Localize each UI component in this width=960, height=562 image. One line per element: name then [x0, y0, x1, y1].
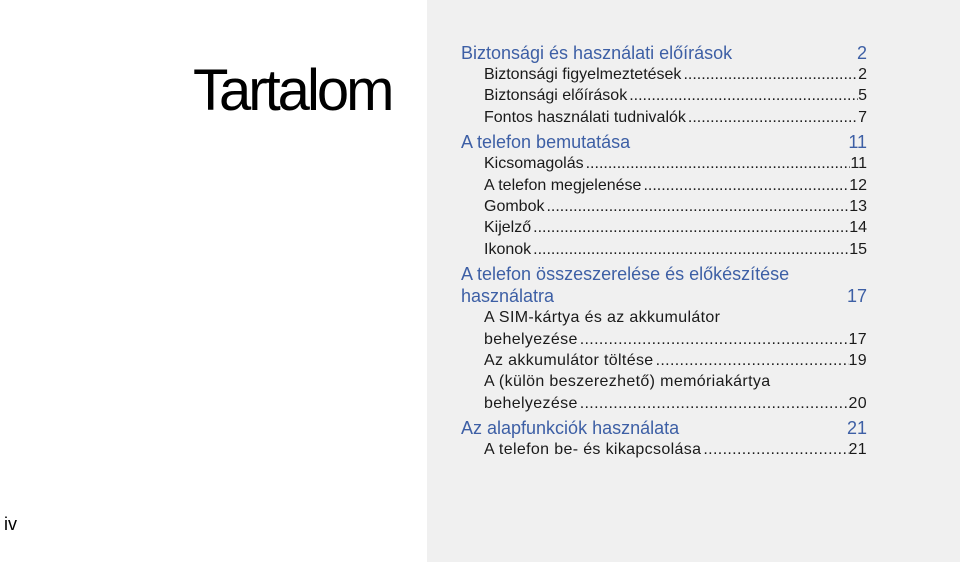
toc-dot-leader: [533, 217, 849, 238]
toc-section-heading[interactable]: [461, 417, 867, 439]
toc-entry-page: 11: [850, 155, 867, 173]
table-of-contents: [461, 42, 867, 464]
toc-entry-page: 14: [849, 219, 867, 237]
toc-entry-page: 5: [858, 87, 867, 105]
toc-entry-line: [484, 329, 867, 350]
toc-entry-title: Ikonok: [484, 240, 532, 258]
toc-entry-page: 17: [848, 330, 867, 348]
toc-entry[interactable]: [484, 85, 867, 106]
toc-entry-line: [484, 307, 867, 328]
toc-section-heading-line: [461, 263, 867, 285]
toc-section-heading[interactable]: [461, 263, 867, 307]
toc-entry-line: [484, 371, 867, 392]
toc-section-heading[interactable]: [461, 131, 867, 153]
toc-section-heading[interactable]: [461, 42, 867, 64]
toc-dot-leader: [586, 153, 851, 174]
toc-entry-page: 12: [849, 176, 867, 194]
toc-entry-title: Gombok: [484, 198, 545, 216]
toc-entry-title: A SIM-kártya és az akkumulátor: [484, 309, 721, 327]
toc-section-heading-line: [461, 285, 867, 307]
toc-entry-page: 20: [848, 394, 867, 412]
toc-entry-title: A telefon be- és kikapcsolása: [484, 441, 702, 459]
toc-entry[interactable]: [484, 350, 867, 371]
toc-entry-title: Fontos használati tudnivalók: [484, 108, 686, 126]
toc-entry-line: [484, 239, 867, 260]
toc-entry[interactable]: [484, 64, 867, 85]
toc-entry-page: 7: [858, 108, 867, 126]
toc-dot-leader: [656, 350, 849, 371]
toc-section-page: 11: [848, 132, 867, 153]
toc-section-title: Az alapfunkciók használata: [461, 418, 680, 439]
toc-entry-line: [484, 107, 867, 128]
page-number: iv: [4, 514, 17, 534]
toc-section: [461, 131, 867, 260]
toc-section-title: A telefon bemutatása: [461, 132, 631, 153]
toc-entry-title: Kicsomagolás: [484, 155, 584, 173]
toc-entry-line: [484, 175, 867, 196]
toc-entry-line: [484, 196, 867, 217]
toc-entry[interactable]: [484, 107, 867, 128]
toc-dot-leader: [533, 239, 849, 260]
toc-entry[interactable]: [484, 196, 867, 217]
toc-entry-line: [484, 350, 867, 371]
toc-section-page: 21: [846, 418, 867, 439]
toc-entry[interactable]: [484, 153, 867, 174]
toc-dot-leader: [580, 393, 849, 414]
toc-entry-title: Biztonsági figyelmeztetések: [484, 66, 682, 83]
toc-entry[interactable]: [484, 175, 867, 196]
toc-entry-title: A telefon megjelenése: [484, 176, 642, 194]
toc-entry[interactable]: [484, 217, 867, 238]
toc-entry-page: 15: [849, 240, 867, 258]
toc-entry-line: [484, 217, 867, 238]
toc-section: [461, 263, 867, 414]
toc-entry-title: behelyezése: [484, 330, 578, 348]
toc-entry[interactable]: [484, 239, 867, 260]
toc-entry-page: 21: [848, 441, 867, 459]
toc-entry-page: 2: [858, 66, 867, 83]
toc-entry-title: Kijelző: [484, 219, 532, 237]
toc-entry[interactable]: [484, 439, 867, 460]
table-of-contents-panel: [427, 0, 960, 562]
toc-entry-title: Az akkumulátor töltése: [484, 352, 654, 370]
toc-section: [461, 42, 867, 128]
toc-entry-page: 19: [848, 352, 867, 370]
toc-entry-title: behelyezése: [484, 394, 578, 412]
toc-entry-line: [484, 393, 867, 414]
toc-entry-title: Biztonsági előírások: [484, 87, 628, 105]
toc-entry-line: [484, 64, 867, 85]
toc-dot-leader: [546, 196, 849, 217]
toc-section: [461, 417, 867, 460]
toc-dot-leader: [683, 64, 858, 85]
toc-dot-leader: [580, 329, 849, 350]
toc-section-title: használatra: [461, 286, 555, 307]
toc-section-page: 2: [856, 43, 867, 63]
toc-section-title: A telefon összeszerelése és előkészítése: [461, 264, 790, 285]
toc-dot-leader: [688, 107, 858, 128]
toc-dot-leader: [629, 85, 858, 106]
toc-entry-line: [484, 153, 867, 174]
toc-dot-leader: [643, 175, 849, 196]
page-title: Tartalom: [193, 58, 392, 123]
toc-entry-line: [484, 85, 867, 106]
toc-section-page: 17: [846, 286, 867, 307]
toc-entry-line: [484, 439, 867, 460]
toc-dot-leader: [703, 439, 848, 460]
toc-entry-title: A (külön beszerezhető) memóriakártya: [484, 373, 771, 391]
toc-entry[interactable]: [484, 307, 867, 350]
toc-section-title: Biztonsági és használati előírások: [461, 43, 733, 63]
toc-entry[interactable]: [484, 371, 867, 414]
toc-entry-page: 13: [849, 198, 867, 216]
